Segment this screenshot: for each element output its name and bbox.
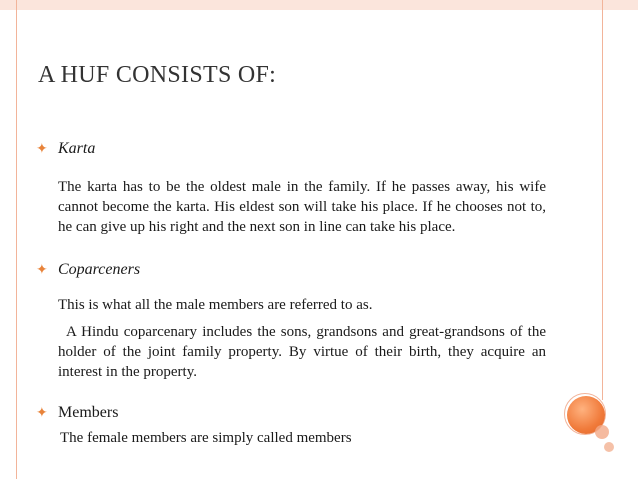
coparceners-intro: This is what all the male members are referred to as. [58,297,373,313]
left-border-line [16,0,17,479]
members-text: The female members are simply called members [60,430,352,446]
decorative-small-circle [595,425,609,439]
slide-title: A HUF CONSISTS OF: [38,62,277,88]
right-border-line [602,0,603,400]
bullet-coparceners-label: Coparceners [58,261,141,278]
bullet-icon: ✦ [36,263,48,278]
decorative-small-circle [604,442,614,452]
bullet-members-label: Members [58,404,119,421]
top-decoration-strip [0,0,638,10]
bullet-icon: ✦ [36,406,48,421]
karta-paragraph: The karta has to be the oldest male in the family. If he passes away, his wife cannot become the karta. His eldest son will take his place. If he chooses not to, he can give up his right and the next son in line can take his place. [58,179,546,235]
coparceners-paragraph: A Hindu coparcenary includes the sons, grandsons and great-grandsons of the holder of the joint family property. By virtue of their birth, they acquire an interest in the property. [58,324,546,380]
bullet-icon: ✦ [36,142,48,157]
bullet-karta-label: Karta [58,140,96,157]
